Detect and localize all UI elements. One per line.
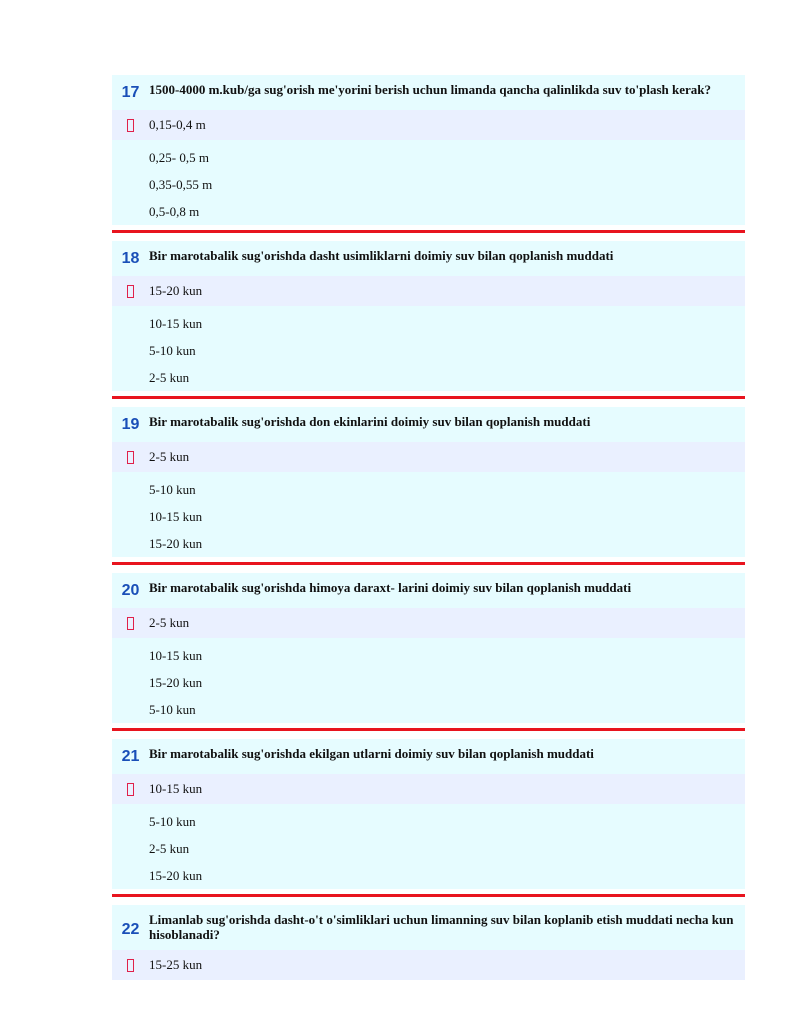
answer-text: 10-15 kun	[149, 781, 203, 796]
answer-option[interactable]	[112, 669, 745, 696]
question-card	[112, 75, 745, 225]
question-divider	[112, 562, 745, 565]
answer-text: 15-20 kun	[149, 535, 203, 551]
answer-option[interactable]	[112, 310, 745, 337]
question-divider	[112, 396, 745, 399]
answer-text: 2-5 kun	[149, 449, 190, 464]
question-text: Bir marotabalik sug'orishda don ekinlarini doimiy suv bilan qoplanish muddati	[149, 414, 591, 429]
answer-text: 0,5-0,8 m	[149, 203, 200, 219]
answer-option-correct[interactable]	[112, 442, 745, 472]
correct-marker-icon	[112, 782, 149, 796]
question-card	[112, 905, 745, 980]
answer-option[interactable]	[112, 530, 745, 557]
answer-option[interactable]	[112, 642, 745, 669]
answer-text: 0,15-0,4 m	[149, 117, 206, 132]
question-card	[112, 241, 745, 391]
answer-text: 15-20 kun	[149, 283, 203, 298]
answer-option[interactable]	[112, 503, 745, 530]
answer-text: 2-5 kun	[149, 840, 190, 856]
answer-option[interactable]	[112, 364, 745, 391]
answer-option-correct[interactable]	[112, 110, 745, 140]
question-card	[112, 739, 745, 889]
answer-text: 10-15 kun	[149, 647, 203, 663]
quiz-list	[112, 75, 745, 984]
answer-option[interactable]	[112, 144, 745, 171]
answer-option[interactable]	[112, 862, 745, 889]
answer-text: 0,25- 0,5 m	[149, 149, 209, 165]
correct-marker-icon	[112, 958, 149, 972]
answer-option[interactable]	[112, 696, 745, 723]
answer-option[interactable]	[112, 476, 745, 503]
answer-option-correct[interactable]	[112, 950, 745, 980]
question-text: 1500-4000 m.kub/ga sug'orish me'yorini berish uchun limanda qancha qalinlikda suv to'plash kerak?	[149, 82, 712, 97]
question-divider	[112, 230, 745, 233]
answer-option[interactable]	[112, 835, 745, 862]
question-number: 19	[121, 416, 140, 433]
answer-text: 5-10 kun	[149, 481, 196, 497]
question-text: Limanlab sug'orishda dasht-o't o'simliklari uchun limanning suv bilan koplanib etish muddati necha kun hisoblanadi?	[149, 912, 734, 942]
question-header	[112, 573, 745, 606]
answer-option[interactable]	[112, 171, 745, 198]
answer-text: 5-10 kun	[149, 342, 196, 358]
answer-text: 5-10 kun	[149, 813, 196, 829]
answer-text: 15-20 kun	[149, 674, 203, 690]
answer-text: 0,35-0,55 m	[149, 176, 213, 192]
question-divider	[112, 894, 745, 897]
question-card	[112, 573, 745, 723]
answer-text: 2-5 kun	[149, 369, 190, 385]
answer-option-correct[interactable]	[112, 774, 745, 804]
answer-text: 15-25 kun	[149, 957, 203, 972]
question-header	[112, 75, 745, 108]
answer-text: 15-20 kun	[149, 867, 203, 883]
question-header	[112, 407, 745, 440]
answer-option[interactable]	[112, 808, 745, 835]
correct-marker-icon	[112, 616, 149, 630]
question-divider	[112, 728, 745, 731]
answer-option-correct[interactable]	[112, 276, 745, 306]
question-text: Bir marotabalik sug'orishda ekilgan utlarni doimiy suv bilan qoplanish muddati	[149, 746, 594, 761]
question-card	[112, 407, 745, 557]
answer-text: 2-5 kun	[149, 615, 190, 630]
question-header	[112, 241, 745, 274]
question-text: Bir marotabalik sug'orishda himoya daraxt- larini doimiy suv bilan qoplanish muddati	[149, 580, 632, 595]
question-number: 17	[121, 84, 140, 101]
correct-marker-icon	[112, 284, 149, 298]
answer-text: 5-10 kun	[149, 701, 196, 717]
answer-text: 10-15 kun	[149, 508, 203, 524]
question-header	[112, 905, 745, 948]
answer-text: 10-15 kun	[149, 315, 203, 331]
question-number: 21	[121, 748, 140, 765]
question-number: 18	[121, 250, 140, 267]
answer-option[interactable]	[112, 198, 745, 225]
question-header	[112, 739, 745, 772]
answer-option[interactable]	[112, 337, 745, 364]
correct-marker-icon	[112, 450, 149, 464]
question-text: Bir marotabalik sug'orishda dasht usimliklarni doimiy suv bilan qoplanish muddati	[149, 248, 614, 263]
question-number: 20	[121, 582, 140, 599]
correct-marker-icon	[112, 118, 149, 132]
question-number: 22	[121, 921, 140, 938]
answer-option-correct[interactable]	[112, 608, 745, 638]
